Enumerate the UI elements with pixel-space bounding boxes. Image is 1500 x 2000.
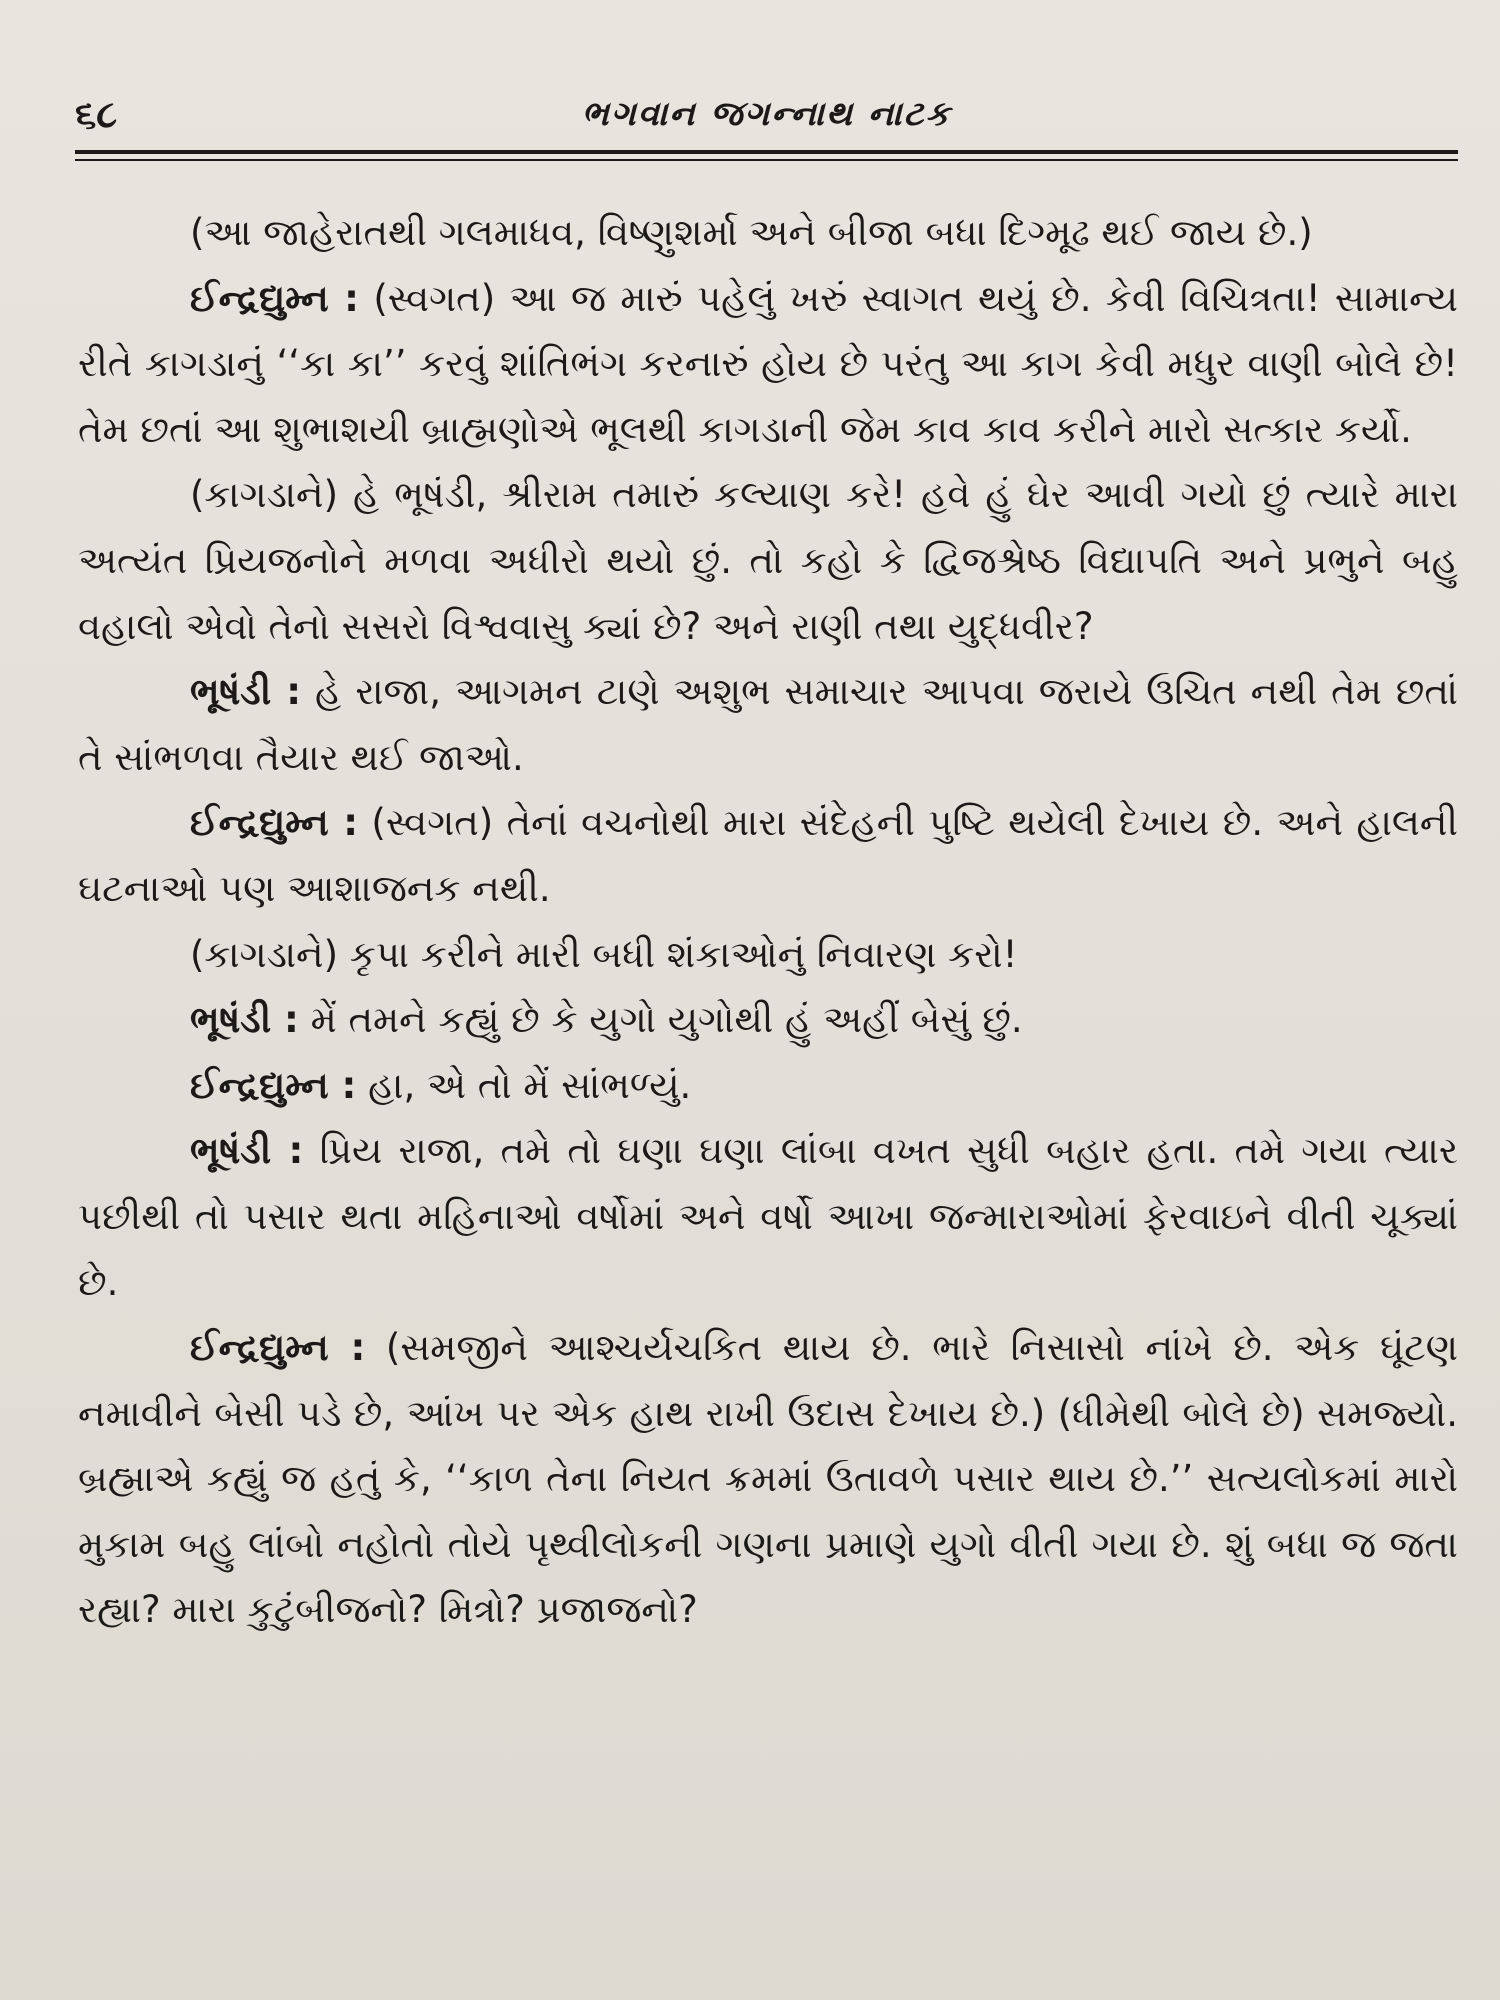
paragraph-text: (આ જાહેરાતથી ગલમાધવ, વિષ્ણુશર્મા અને બીજા બધા દિગ્મૂઢ થઈ જાય છે.): [190, 211, 1313, 254]
paragraph-text: (સ્વગત) તેનાં વચનોથી મારા સંદેહની પુષ્ટિ થયેલી દેખાય છે. અને હાલની ઘટનાઓ પણ આશાજનક નથી.: [78, 801, 1459, 910]
paragraph: [78, 922, 1458, 988]
paragraph-text: હે રાજા, આગમન ટાણે અશુભ સમાચાર આપવા જરાયે ઉચિત નથી તેમ છતાં તે સાંભળવા તૈયાર થઈ જાઓ.: [78, 670, 1458, 779]
speaker-name: ભૂષંડી :: [190, 998, 299, 1042]
page-body: [78, 200, 1458, 1643]
paragraph: [78, 1315, 1458, 1643]
paragraph: [78, 462, 1458, 659]
page-number: ૬૮: [75, 92, 118, 136]
speaker-name: ઈન્દ્રદ્યુમ્ન :: [190, 1063, 357, 1107]
paragraph-text: પ્રિય રાજા, તમે તો ઘણા ઘણા લાંબા વખત સુધી બહાર હતા. તમે ગયા ત્યાર પછીથી તો પસાર થતા મહિનાઓ વર્ષોમાં અને વર્ષો આખા જન્મારાઓમાં ફેરવાઇને વીતી ચૂક્યાં છે.: [78, 1129, 1458, 1304]
paragraph-text: હા, એ તો મેં સાંભળ્યું.: [356, 1063, 692, 1107]
paragraph-text: (કાગડાને) હે ભૂષંડી, શ્રીરામ તમારું કલ્યાણ કરે! હવે હું ઘેર આવી ગયો છું ત્યારે મારા અત્યંત પ્રિયજનોને મળવા અધીરો થયો છું. તો કહો કે દ્વિજશ્રેષ્ઠ વિદ્યાપતિ અને પ્રભુને બહુ વહાલો એવો તેનો સસરો વિશ્વવાસુ ક્યાં છે? અને રાણી તથા યુદ્ધવીર?: [78, 473, 1458, 648]
paragraph: [78, 987, 1458, 1053]
speaker-name: ઈન્દ્રદ્યુમ્ન :: [190, 801, 359, 845]
speaker-name: ઈન્દ્રદ્યુમ્ન :: [190, 1326, 366, 1370]
speaker-name: ભૂષંડી :: [190, 670, 302, 714]
paragraph: [78, 266, 1458, 463]
paragraph-text: મેં તમને કહ્યું છે કે યુગો યુગોથી હું અહીં બેસું છું.: [298, 998, 1023, 1042]
paragraph: [78, 659, 1458, 790]
page-header: [75, 78, 1458, 148]
speaker-name: ભૂષંડી :: [190, 1129, 304, 1173]
paragraph: [78, 200, 1458, 266]
paragraph: [78, 790, 1458, 921]
running-title: ભગવાન જગન્નાથ નાટક: [581, 94, 952, 134]
paragraph: [78, 1118, 1458, 1315]
paragraph-text: (સ્વગત) આ જ મારું પહેલું ખરું સ્વાગત થયું છે. કેવી વિચિત્રતા! સામાન્ય રીતે કાગડાનું ‘‘કા કા’’ કરવું શાંતિભંગ કરનારું હોય છે પરંતુ આ કાગ કેવી મધુર વાણી બોલે છે! તેમ છતાં આ શુભાશયી બ્રાહ્મણોએ ભૂલથી કાગડાની જેમ કાવ કાવ કરીને મારો સત્કાર કર્યો.: [78, 276, 1458, 451]
paragraph-text: (કાગડાને) કૃપા કરીને મારી બધી શંકાઓનું નિવારણ કરો!: [190, 932, 1018, 976]
header-rule-thin: [75, 159, 1458, 161]
header-rule-thick: [75, 150, 1458, 154]
paragraph: [78, 1053, 1458, 1119]
paragraph-text: (સમજીને આશ્ચર્યચકિત થાય છે. ભારે નિસાસો નાંખે છે. એક ઘૂંટણ નમાવીને બેસી પડે છે, આંખ પર એક હાથ રાખી ઉદાસ દેખાય છે.) (ધીમેથી બોલે છે) સમજ્યો. બ્રહ્માએ કહ્યું જ હતું કે, ‘‘કાળ તેના નિયત ક્રમમાં ઉતાવળે પસાર થાય છે.’’ સત્યલોકમાં મારો મુકામ બહુ લાંબો નહોતો તોયે પૃથ્વીલોકની ગણના પ્રમાણે યુગો વીતી ગયા છે. શું બધા જ જતા રહ્યા? મારા કુટુંબીજનો? મિત્રો? પ્રજાજનો?: [78, 1326, 1458, 1632]
speaker-name: ઈન્દ્રદ્યુમ્ન :: [190, 276, 359, 320]
